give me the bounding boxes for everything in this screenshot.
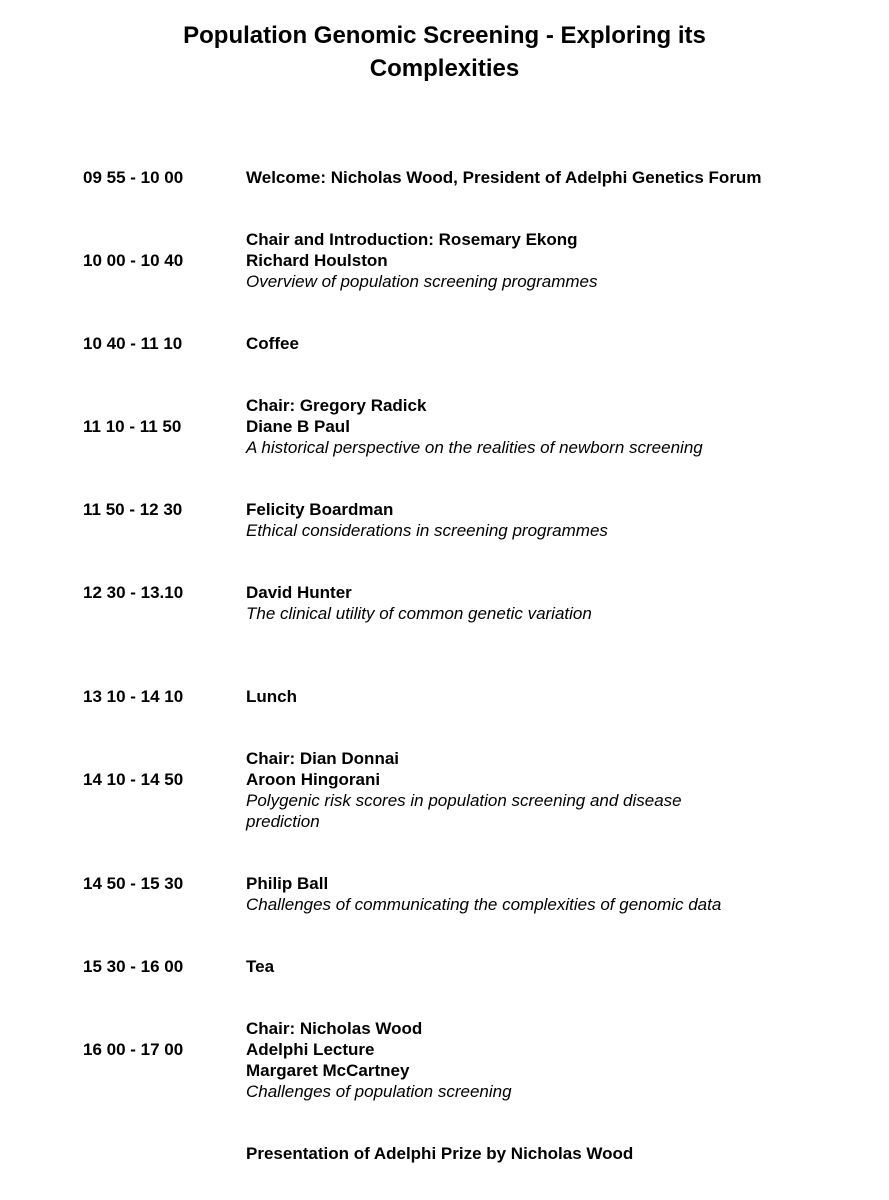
schedule-row (0, 749, 889, 831)
session-talk-title: Challenges of population screening (246, 1082, 512, 1101)
session-talk-title: Overview of population screening programmes (246, 272, 598, 291)
closing-presentation: Presentation of Adelphi Prize by Nicholas Wood (246, 1144, 634, 1163)
session-speaker: Richard Houlston (246, 251, 388, 270)
session-title: Coffee (246, 334, 299, 353)
session-time: 16 00 - 17 00 (83, 1040, 184, 1059)
session-chair: Chair: Gregory Radick (246, 396, 427, 415)
session-time: 10 00 - 10 40 (83, 251, 184, 270)
session-title: Welcome: Nicholas Wood, President of Adelphi Genetics Forum (246, 168, 762, 187)
schedule-row (0, 334, 889, 353)
schedule-row (0, 1019, 889, 1101)
schedule-row (0, 687, 889, 706)
session-title: Lunch (246, 687, 297, 706)
session-talk-title: Ethical considerations in screening programmes (246, 521, 608, 540)
schedule-row (0, 957, 889, 976)
session-title: Tea (246, 957, 275, 976)
session-time: 09 55 - 10 00 (83, 168, 184, 187)
session-speaker: Philip Ball (246, 874, 329, 893)
session-talk-title-continued: prediction (246, 812, 320, 831)
session-time: 14 50 - 15 30 (83, 874, 184, 893)
session-talk-title: Polygenic risk scores in population screening and disease (246, 791, 682, 810)
session-time: 11 10 - 11 50 (83, 417, 182, 436)
session-speaker: Felicity Boardman (246, 500, 394, 519)
session-talk-title: Challenges of communicating the complexities of genomic data (246, 895, 722, 914)
session-talk-title: A historical perspective on the realities of newborn screening (246, 438, 703, 457)
session-speaker: Aroon Hingorani (246, 770, 381, 789)
session-time: 11 50 - 12 30 (83, 500, 183, 519)
session-time: 13 10 - 14 10 (83, 687, 184, 706)
session-talk-title: The clinical utility of common genetic variation (246, 604, 592, 623)
schedule-row (0, 500, 889, 540)
schedule-row (0, 230, 889, 291)
session-speaker: Diane B Paul (246, 417, 350, 436)
session-time: 14 10 - 14 50 (83, 770, 184, 789)
schedule-row (0, 396, 889, 457)
schedule-row (0, 583, 889, 623)
session-chair: Chair: Dian Donnai (246, 749, 400, 768)
page-title-line-1: Population Genomic Screening - Exploring its (183, 22, 706, 49)
session-time: 10 40 - 11 10 (83, 334, 183, 353)
session-chair: Chair: Nicholas Wood (246, 1019, 423, 1038)
page-title-line-2: Complexities (369, 55, 520, 82)
session-chair: Chair and Introduction: Rosemary Ekong (246, 230, 578, 249)
session-speaker: Margaret McCartney (246, 1061, 410, 1080)
session-speaker: David Hunter (246, 583, 352, 602)
session-lecture-name: Adelphi Lecture (246, 1040, 375, 1059)
schedule-row (0, 1144, 889, 1163)
schedule-row (0, 874, 889, 914)
schedule-row (0, 168, 889, 187)
session-time: 15 30 - 16 00 (83, 957, 184, 976)
session-time: 12 30 - 13.10 (83, 583, 184, 602)
